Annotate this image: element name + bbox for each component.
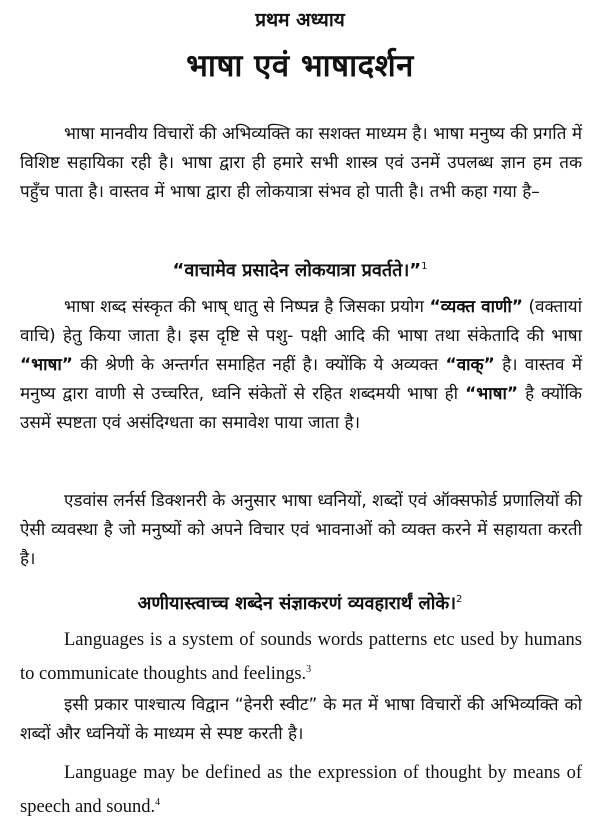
footnote-ref-2: 2 [456, 594, 463, 605]
paragraph-3 [20, 487, 582, 574]
english-quote-1 [20, 625, 582, 689]
paragraph-2-text-b: (वक्तायां वाचि) हेतु किया जाता है। इस दृष्टि से पशु- पक्षी आदि की भाषा तथा संकेतादि की भाषा [20, 297, 582, 346]
paragraph-4 [20, 691, 582, 749]
english-quote-1-text: Languages is a system of sounds words patterns etc used by humans to communicate thoughts and feelings. [20, 630, 582, 685]
chapter-label: प्रथम अध्याय [255, 9, 345, 31]
term-bhasha-2: “भाषा” [465, 384, 519, 404]
term-vyakta-vani: “व्यक्त वाणी” [429, 297, 523, 317]
paragraph-2-text-c: की श्रेणी के अन्तर्गत समाहित नहीं है। क्योंकि ये अव्यक्त [72, 355, 446, 375]
term-vak: “वाक्” [445, 355, 495, 375]
paragraph-1 [20, 120, 582, 207]
sanskrit-quote-1 [0, 258, 600, 282]
footnote-ref-1: 1 [421, 261, 428, 272]
term-bhasha-1: “भाषा” [20, 355, 73, 375]
english-quote-2 [20, 758, 582, 822]
english-quote-2-text: Language may be defined as the expression of thought by means of speech and sound. [20, 763, 582, 818]
quote-1-text: “वाचामेव प्रसादेन लोकयात्रा प्रवर्तते।” [172, 260, 422, 281]
paragraph-3-text: एडवांस लर्नर्स डिक्शनरी के अनुसार भाषा ध्वनियों, शब्दों एवं ऑक्सफोर्ड प्रणालियों की ऐसी व्यवस्था है जो मनुष्यों को अपने विचार एवं भावनाओं को व्यक्त करने में सहायता करती है। [20, 491, 582, 569]
chapter-title: भाषा एवं भाषादर्शन [186, 48, 414, 84]
footnote-ref-4: 4 [155, 797, 161, 808]
paragraph-4-text: इसी प्रकार पाश्चात्य विद्वान “हेनरी स्वीट” के मत में भाषा विचारों की अभिव्यक्ति को शब्दों और ध्वनियों के माध्यम से स्पष्ट करती है। [20, 695, 582, 744]
paragraph-2-text-a: भाषा शब्द संस्कृत की भाष् धातु से निष्पन्न है जिसका प्रयोग [64, 297, 430, 317]
paragraph-2-text-e: है क्योंकि उसमें स्पष्टता एवं असंदिग्धता का समावेश पाया जाता है। [20, 384, 582, 433]
quote-2-text: अणीयास्त्वाच्च शब्देन संज्ञाकरणं व्यवहारार्थं लोके। [137, 593, 457, 614]
paragraph-2 [20, 293, 582, 438]
paragraph-1-text: भाषा मानवीय विचारों की अभिव्यक्ति का सशक्त माध्यम है। भाषा मनुष्य की प्रगति में विशिष्ट सहायिका रही है। भाषा द्वारा ही हमारे सभी शास्त्र एवं उनमें उपलब्ध ज्ञान हम तक पहुँच पाता है। वास्तव में भाषा द्वारा ही लोकयात्रा संभव हो पाती है। तभी कहा गया है– [20, 124, 582, 202]
paragraph-2-text-d: है। वास्तव में मनुष्य द्वारा वाणी से उच्चरित, ध्वनि संकेतों से रहित शब्दमयी भाषा ही [20, 355, 582, 404]
sanskrit-quote-2 [0, 591, 600, 615]
footnote-ref-3: 3 [306, 664, 312, 675]
